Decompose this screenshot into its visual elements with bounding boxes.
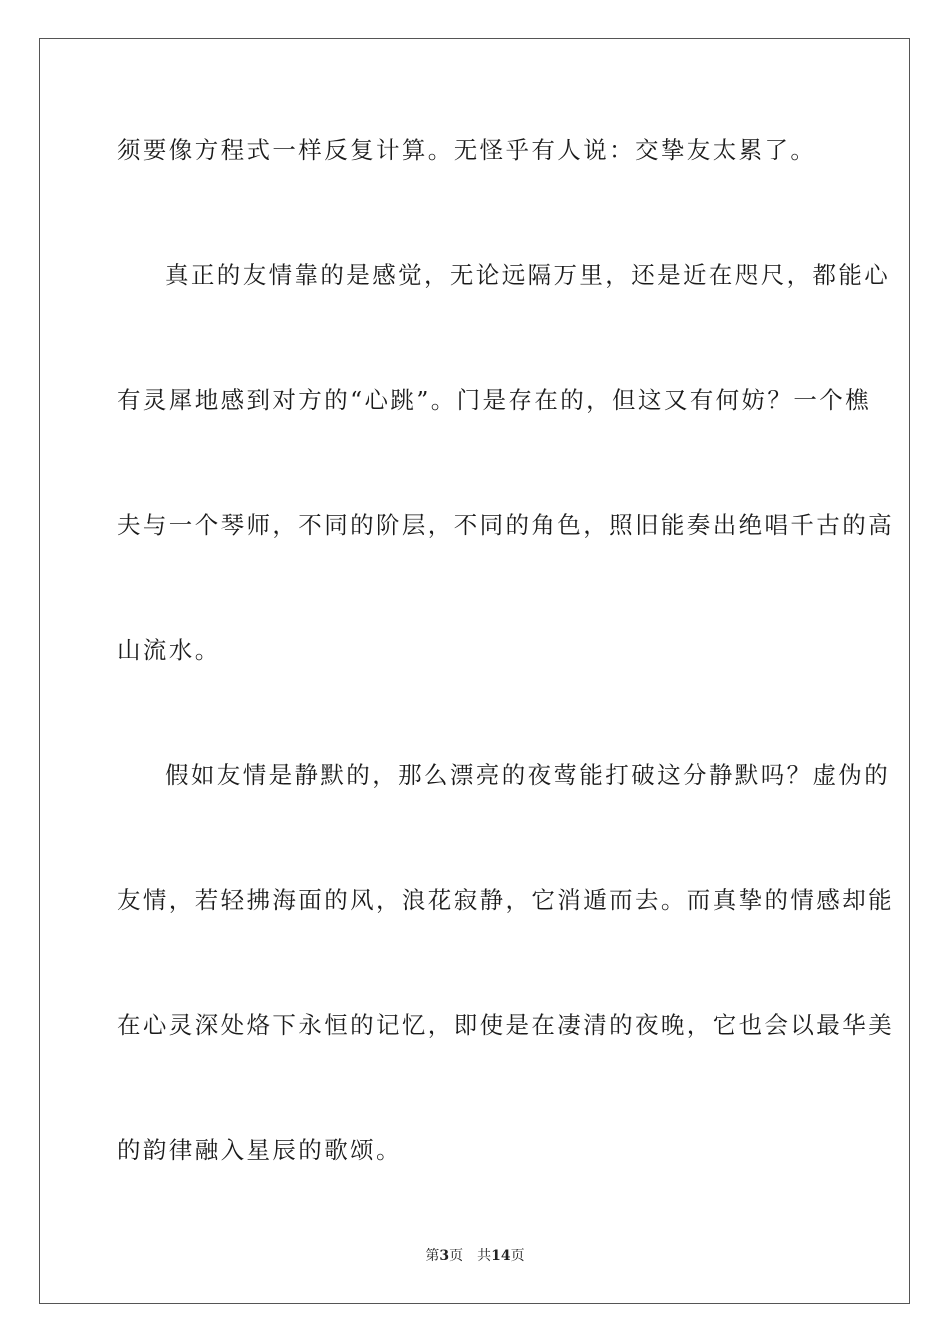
page-border — [39, 38, 910, 1304]
total-pages: 14 — [491, 1248, 511, 1264]
paragraph-start-line: 假如友情是静默的，那么漂亮的夜莺能打破这分静默吗？虚伪的 — [165, 761, 891, 789]
paragraph-start-line: 真正的友情靠的是感觉，无论远隔万里，还是近在咫尺，都能心 — [165, 261, 891, 289]
text-line: 夫与一个琴师，不同的阶层，不同的角色，照旧能奏出绝唱千古的高 — [117, 511, 894, 539]
page-number: 3 — [439, 1248, 450, 1264]
page-prefix: 第 — [425, 1248, 440, 1264]
page-suffix: 页 — [449, 1248, 464, 1264]
text-line: 有灵犀地感到对方的“心跳”。门是存在的，但这又有何妨？一个樵 — [117, 386, 872, 414]
text-line: 友情，若轻拂海面的风，浪花寂静，它消遁而去。而真挚的情感却能 — [117, 886, 894, 914]
total-suffix: 页 — [510, 1248, 525, 1264]
text-line: 的韵律融入星辰的歌颂。 — [117, 1136, 402, 1164]
text-line: 须要像方程式一样反复计算。无怪乎有人说：交挚友太累了。 — [117, 136, 817, 164]
text-line: 山流水。 — [117, 636, 221, 664]
page-footer — [0, 1246, 950, 1266]
total-prefix: 共 — [477, 1248, 492, 1264]
text-line: 在心灵深处烙下永恒的记忆，即使是在凄清的夜晚，它也会以最华美 — [117, 1011, 894, 1039]
